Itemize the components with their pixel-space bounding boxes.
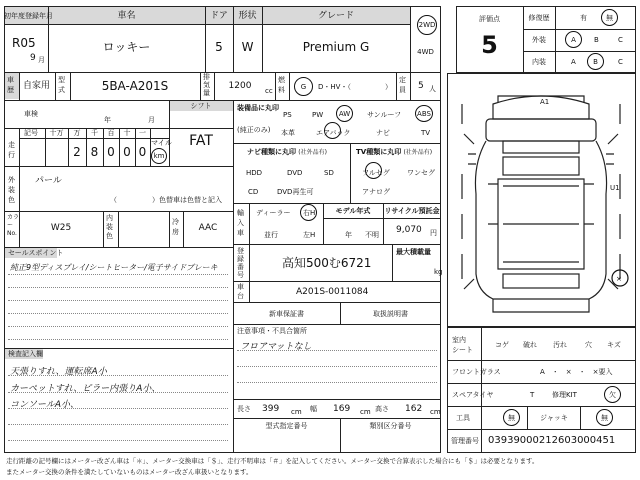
month-unit: 月	[38, 56, 45, 64]
repair-yes: 有	[580, 14, 587, 22]
class-number-label: 類別区分番号	[369, 422, 412, 430]
insp-year: 年	[104, 116, 111, 124]
repair-no: 無	[606, 13, 613, 22]
inspector-line-2: カーペットすれ、ピラー内張りA小、	[10, 384, 161, 394]
diagram-u1: U1	[610, 184, 620, 192]
car-name-label: 車名	[117, 11, 136, 21]
navi-dvd: DVD	[287, 169, 303, 177]
first-reg-year: R05	[12, 36, 36, 50]
max-load-label: 最大積載量	[396, 248, 431, 256]
warranty-manual: 取扱説明書	[373, 310, 408, 318]
import-right: 右H	[303, 209, 316, 217]
drive-4wd: 4WD	[417, 48, 434, 56]
equip-aw-circle	[336, 105, 353, 122]
equip-tv: TV	[421, 129, 431, 137]
equip-navi: ナビ	[376, 129, 390, 137]
fuel-close: ）	[385, 83, 392, 91]
mileage-note: 記号	[24, 129, 38, 137]
tools-label: 工具	[456, 414, 470, 422]
tv-sub: (社外品有)	[403, 149, 433, 156]
drive-2wd-circle	[417, 15, 437, 35]
unit-1: 一	[139, 129, 146, 137]
seat-burn: コゲ	[495, 341, 509, 349]
car-name: ロッキー	[102, 40, 151, 54]
model-year-unknown: 不明	[365, 231, 379, 239]
fuel-g: G	[300, 82, 307, 91]
travel-label: 走 行	[8, 141, 15, 159]
int-grade-c: C	[618, 58, 623, 66]
footer-line-1: 走行距離の記号欄にはメーター改ざん車は「＊」、メーター交換車は「＄」、走行不明車は「＃」を記入してください。メーター交換で合算表示した場合にも「＄」は必要となります。	[6, 457, 539, 465]
shift-value: FAT	[189, 133, 213, 149]
score-label: 評価点	[479, 15, 500, 23]
length-value: 399	[262, 404, 280, 414]
color-note: （ ）色替車は色替と記入	[110, 196, 222, 204]
repair-no-circle	[601, 9, 618, 26]
width-value: 169	[333, 404, 351, 414]
first-reg-label: 初年度登録年月	[4, 12, 53, 20]
ac-label: 冷 房	[172, 218, 179, 236]
ext-grade-a-circle	[565, 31, 582, 48]
height-value: 162	[405, 404, 423, 414]
shape-value: W	[241, 40, 254, 54]
color-label: 外 装 色	[8, 176, 15, 204]
unit-10: 十	[123, 129, 131, 137]
grade-label: グレード	[317, 11, 354, 21]
seat-tear: 破れ	[523, 341, 537, 349]
tv-analog: アナログ	[362, 188, 390, 196]
score-value: 5	[481, 31, 498, 59]
capacity-unit: 人	[429, 85, 436, 93]
glass-grades: A ・ × ・ ×要入	[540, 368, 613, 376]
digit-100: 0	[107, 145, 115, 159]
fuel-g-circle	[294, 77, 313, 96]
svg-text:×: ×	[616, 275, 622, 283]
navi-label-text: ナビ種類に丸印	[247, 148, 296, 156]
digit-10k: 2	[73, 145, 81, 159]
ext-grade-a: A	[571, 35, 576, 44]
navi-sub: (社外品有)	[298, 149, 327, 156]
width-label: 幅	[310, 405, 317, 413]
tv-oneseg: ワンセグ	[407, 169, 435, 177]
ac-value: AAC	[198, 223, 218, 233]
spare-missing-circle	[604, 386, 621, 403]
digit-1k: 8	[90, 145, 99, 159]
plate-number: 高知500む6721	[282, 256, 372, 270]
shift-label: シフト	[190, 102, 212, 110]
model-label: 型 式	[58, 76, 65, 94]
unit-10k: 万	[73, 129, 81, 137]
color-code: W25	[50, 223, 72, 233]
vehicle-class-label: 車 歴	[7, 76, 14, 94]
navi-dvd-play: DVD再生可	[277, 188, 314, 196]
doors-value: 5	[215, 40, 223, 54]
drive-2wd: 2WD	[418, 21, 436, 29]
fuel-opts: D・HV・（	[318, 83, 351, 91]
cc-unit: cc	[265, 87, 273, 95]
spare-kit: 修理KIT	[552, 391, 577, 399]
mgmt-number: 03939000212603000451	[488, 435, 616, 446]
seat-scratch: キズ	[607, 341, 621, 349]
length-label: 長さ	[237, 405, 251, 413]
equip-aw: AW	[338, 109, 351, 118]
inspector-label: 検査記入欄	[8, 350, 43, 358]
capacity-label: 定 員	[399, 76, 406, 94]
km-circle	[151, 148, 167, 164]
recycle-label: リサイクル預託金	[384, 207, 440, 215]
ext-grade-b: B	[594, 36, 599, 44]
spare-label: スペアタイヤ	[452, 391, 494, 399]
navi-cd: CD	[248, 188, 259, 196]
width-cm: cm	[360, 408, 371, 416]
navi-label	[247, 148, 327, 157]
notes-text: フロアマットなし	[240, 342, 312, 352]
inspector-line-3: コンソールA小、	[10, 400, 79, 410]
import-parallel: 並行	[264, 231, 278, 239]
type-number-label: 型式指定番号	[265, 422, 308, 430]
digit-10: 0	[123, 145, 131, 159]
navi-sd: SD	[324, 169, 334, 177]
tv-label-text: TV種類に丸印	[356, 148, 402, 156]
capacity-value: 5	[418, 81, 424, 91]
spare-missing: 欠	[609, 390, 616, 399]
tv-fullseg-circle	[365, 162, 382, 179]
unit-100k: 十万	[49, 129, 64, 137]
tools-none-circle	[503, 409, 520, 426]
inspection-label: 車検	[24, 110, 38, 118]
chassis-label: 車 台	[237, 283, 244, 300]
repair-label: 修復歴	[528, 14, 550, 22]
warranty-new: 新車保証書	[269, 310, 304, 318]
height-cm: cm	[430, 408, 441, 416]
km-label: km	[153, 152, 165, 160]
tools-none: 無	[508, 413, 515, 422]
spare-t: T	[530, 391, 535, 399]
model-year-unit: 年	[345, 231, 352, 239]
int-grade-b: B	[593, 57, 598, 66]
equip-airbag-circle	[324, 122, 341, 139]
jack-label: ジャッキ	[540, 414, 568, 422]
height-label: 高さ	[375, 405, 389, 413]
grade-value: Premium G	[302, 40, 370, 54]
usage-value: 自家用	[23, 81, 51, 91]
recycle-value: 9,070	[396, 225, 422, 235]
mgmt-label: 管理番号	[451, 437, 479, 445]
seat-stain: 汚れ	[553, 341, 567, 349]
import-label: 輸 入 車	[237, 209, 244, 237]
equip-sub: (純正のみ)	[237, 126, 271, 134]
jack-none: 無	[601, 413, 608, 422]
equip-pw: PW	[312, 111, 324, 119]
car-diagram	[448, 74, 635, 326]
sales-point-text: 純正9型ディスプレイ/シートヒーター/電子サイドブレーキ	[10, 263, 218, 272]
interior-color-label: 内 装 色	[106, 214, 113, 240]
import-right-circle	[300, 204, 317, 221]
import-left: 左H	[303, 231, 316, 239]
exterior-label: 外装	[532, 36, 546, 44]
import-dealer: ディーラー	[256, 209, 291, 217]
glass-label: フロントガラス	[452, 368, 501, 376]
displacement-label: 排 気 量	[203, 73, 210, 97]
model-value: 5BA-A201S	[101, 79, 169, 93]
equip-abs: ABS	[417, 109, 431, 118]
inspector-line-1: 天張りすれ、運転席A小	[10, 367, 107, 377]
recycle-yen: 円	[430, 229, 437, 237]
equip-ps: PS	[283, 111, 292, 119]
fuel-label: 燃 料	[278, 76, 285, 94]
navi-hdd: HDD	[246, 169, 263, 177]
color-value: パール	[35, 176, 62, 186]
equip-airbag: エアバック	[316, 129, 351, 137]
unit-100: 百	[107, 129, 115, 137]
doors-label: ドア	[210, 11, 228, 21]
interior-label: 内装	[532, 58, 546, 66]
reg-label: 登 録 番 号	[237, 247, 244, 279]
model-year-label: モデル年式	[335, 207, 371, 215]
int-grade-b-circle	[587, 53, 604, 70]
footer-line-2: またメーター交換の条件を満たしていないものはメーター改ざん車扱いとなります。	[6, 468, 253, 476]
shape-label: 形状	[238, 11, 257, 21]
tv-fullseg: フルセグ	[362, 169, 390, 177]
mile-label: マイル	[151, 139, 172, 147]
equip-label: 装備品に丸印	[237, 104, 279, 112]
ext-grade-c: C	[618, 36, 623, 44]
first-reg-month: 9	[30, 53, 36, 63]
jack-none-circle	[596, 409, 613, 426]
int-grade-a: A	[571, 58, 576, 66]
digit-1: 0	[138, 145, 147, 159]
seat-hole: 穴	[585, 341, 592, 349]
chassis-number: A201S-0011084	[296, 287, 369, 297]
notes-label: 注意事項・不具合箇所	[237, 327, 307, 335]
equip-leather: 本革	[281, 129, 295, 137]
tv-label	[356, 148, 432, 157]
color-code-label: カラ ー No.	[7, 214, 20, 237]
equip-abs-circle	[415, 105, 433, 122]
insp-month: 月	[148, 116, 155, 124]
interior-seat-label: 室内 シート	[452, 336, 473, 354]
max-load-kg: kg	[434, 268, 443, 276]
displacement-value: 1200	[228, 81, 252, 91]
sales-point-label: セールスポイント	[8, 249, 64, 257]
length-cm: cm	[291, 408, 302, 416]
diagram-a1: A1	[540, 98, 550, 106]
unit-1k: 千	[91, 129, 98, 137]
equip-sunroof: サンルーフ	[367, 111, 402, 119]
